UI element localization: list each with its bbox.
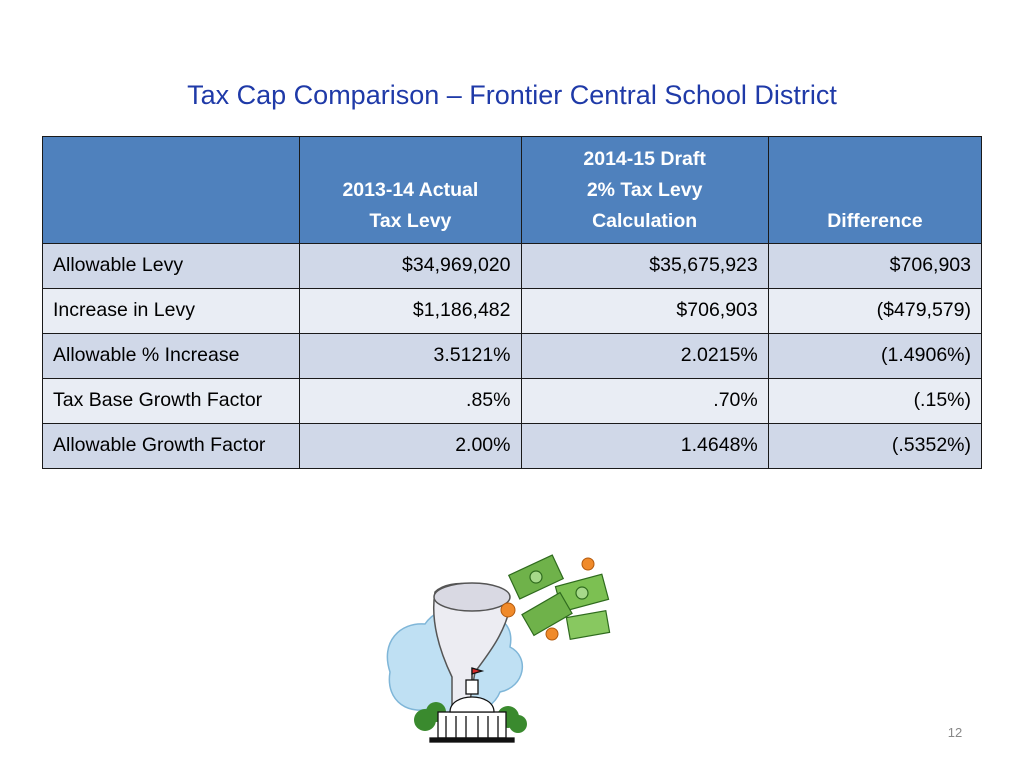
header-line: 2014-15 Draft — [583, 148, 706, 170]
page-number: 12 — [947, 725, 963, 740]
money-funnel-capitol-icon — [380, 552, 642, 744]
dollar-bills-icon — [509, 555, 610, 639]
cell-2014-15: $35,675,923 — [521, 244, 768, 289]
header-line: 2013-14 Actual — [342, 179, 479, 201]
header-line: Tax Levy — [369, 210, 452, 232]
header-blank-cell — [43, 137, 300, 244]
row-label: Allowable Growth Factor — [43, 424, 300, 469]
table-row — [43, 334, 982, 379]
cell-2014-15: 1.4648% — [521, 424, 768, 469]
table-row — [43, 289, 982, 334]
cell-2014-15: .70% — [521, 379, 768, 424]
table-row — [43, 379, 982, 424]
table-header-row — [43, 137, 982, 244]
header-2014-15-draft — [521, 137, 768, 244]
header-difference: Difference — [768, 137, 981, 244]
cell-difference: (1.4906%) — [768, 334, 981, 379]
cell-2014-15: $706,903 — [521, 289, 768, 334]
row-label: Allowable Levy — [43, 244, 300, 289]
cell-2013-14: 3.5121% — [300, 334, 521, 379]
cell-2013-14: $34,969,020 — [300, 244, 521, 289]
cell-difference: (.15%) — [768, 379, 981, 424]
funnel-mouth-icon — [434, 583, 510, 611]
row-label: Allowable % Increase — [43, 334, 300, 379]
tax-cap-comparison-table — [42, 136, 982, 469]
table-row — [43, 424, 982, 469]
slide-title: Tax Cap Comparison – Frontier Central School District — [187, 80, 837, 110]
cell-difference: (.5352%) — [768, 424, 981, 469]
cell-2013-14: .85% — [300, 379, 521, 424]
cell-2013-14: $1,186,482 — [300, 289, 521, 334]
cell-difference: $706,903 — [768, 244, 981, 289]
table-row — [43, 244, 982, 289]
header-line: 2% Tax Levy — [586, 179, 703, 201]
header-line: Calculation — [592, 210, 698, 232]
cell-difference: ($479,579) — [768, 289, 981, 334]
row-label: Tax Base Growth Factor — [43, 379, 300, 424]
cell-2014-15: 2.0215% — [521, 334, 768, 379]
cell-2013-14: 2.00% — [300, 424, 521, 469]
row-label: Increase in Levy — [43, 289, 300, 334]
header-2013-14-actual — [300, 137, 521, 244]
